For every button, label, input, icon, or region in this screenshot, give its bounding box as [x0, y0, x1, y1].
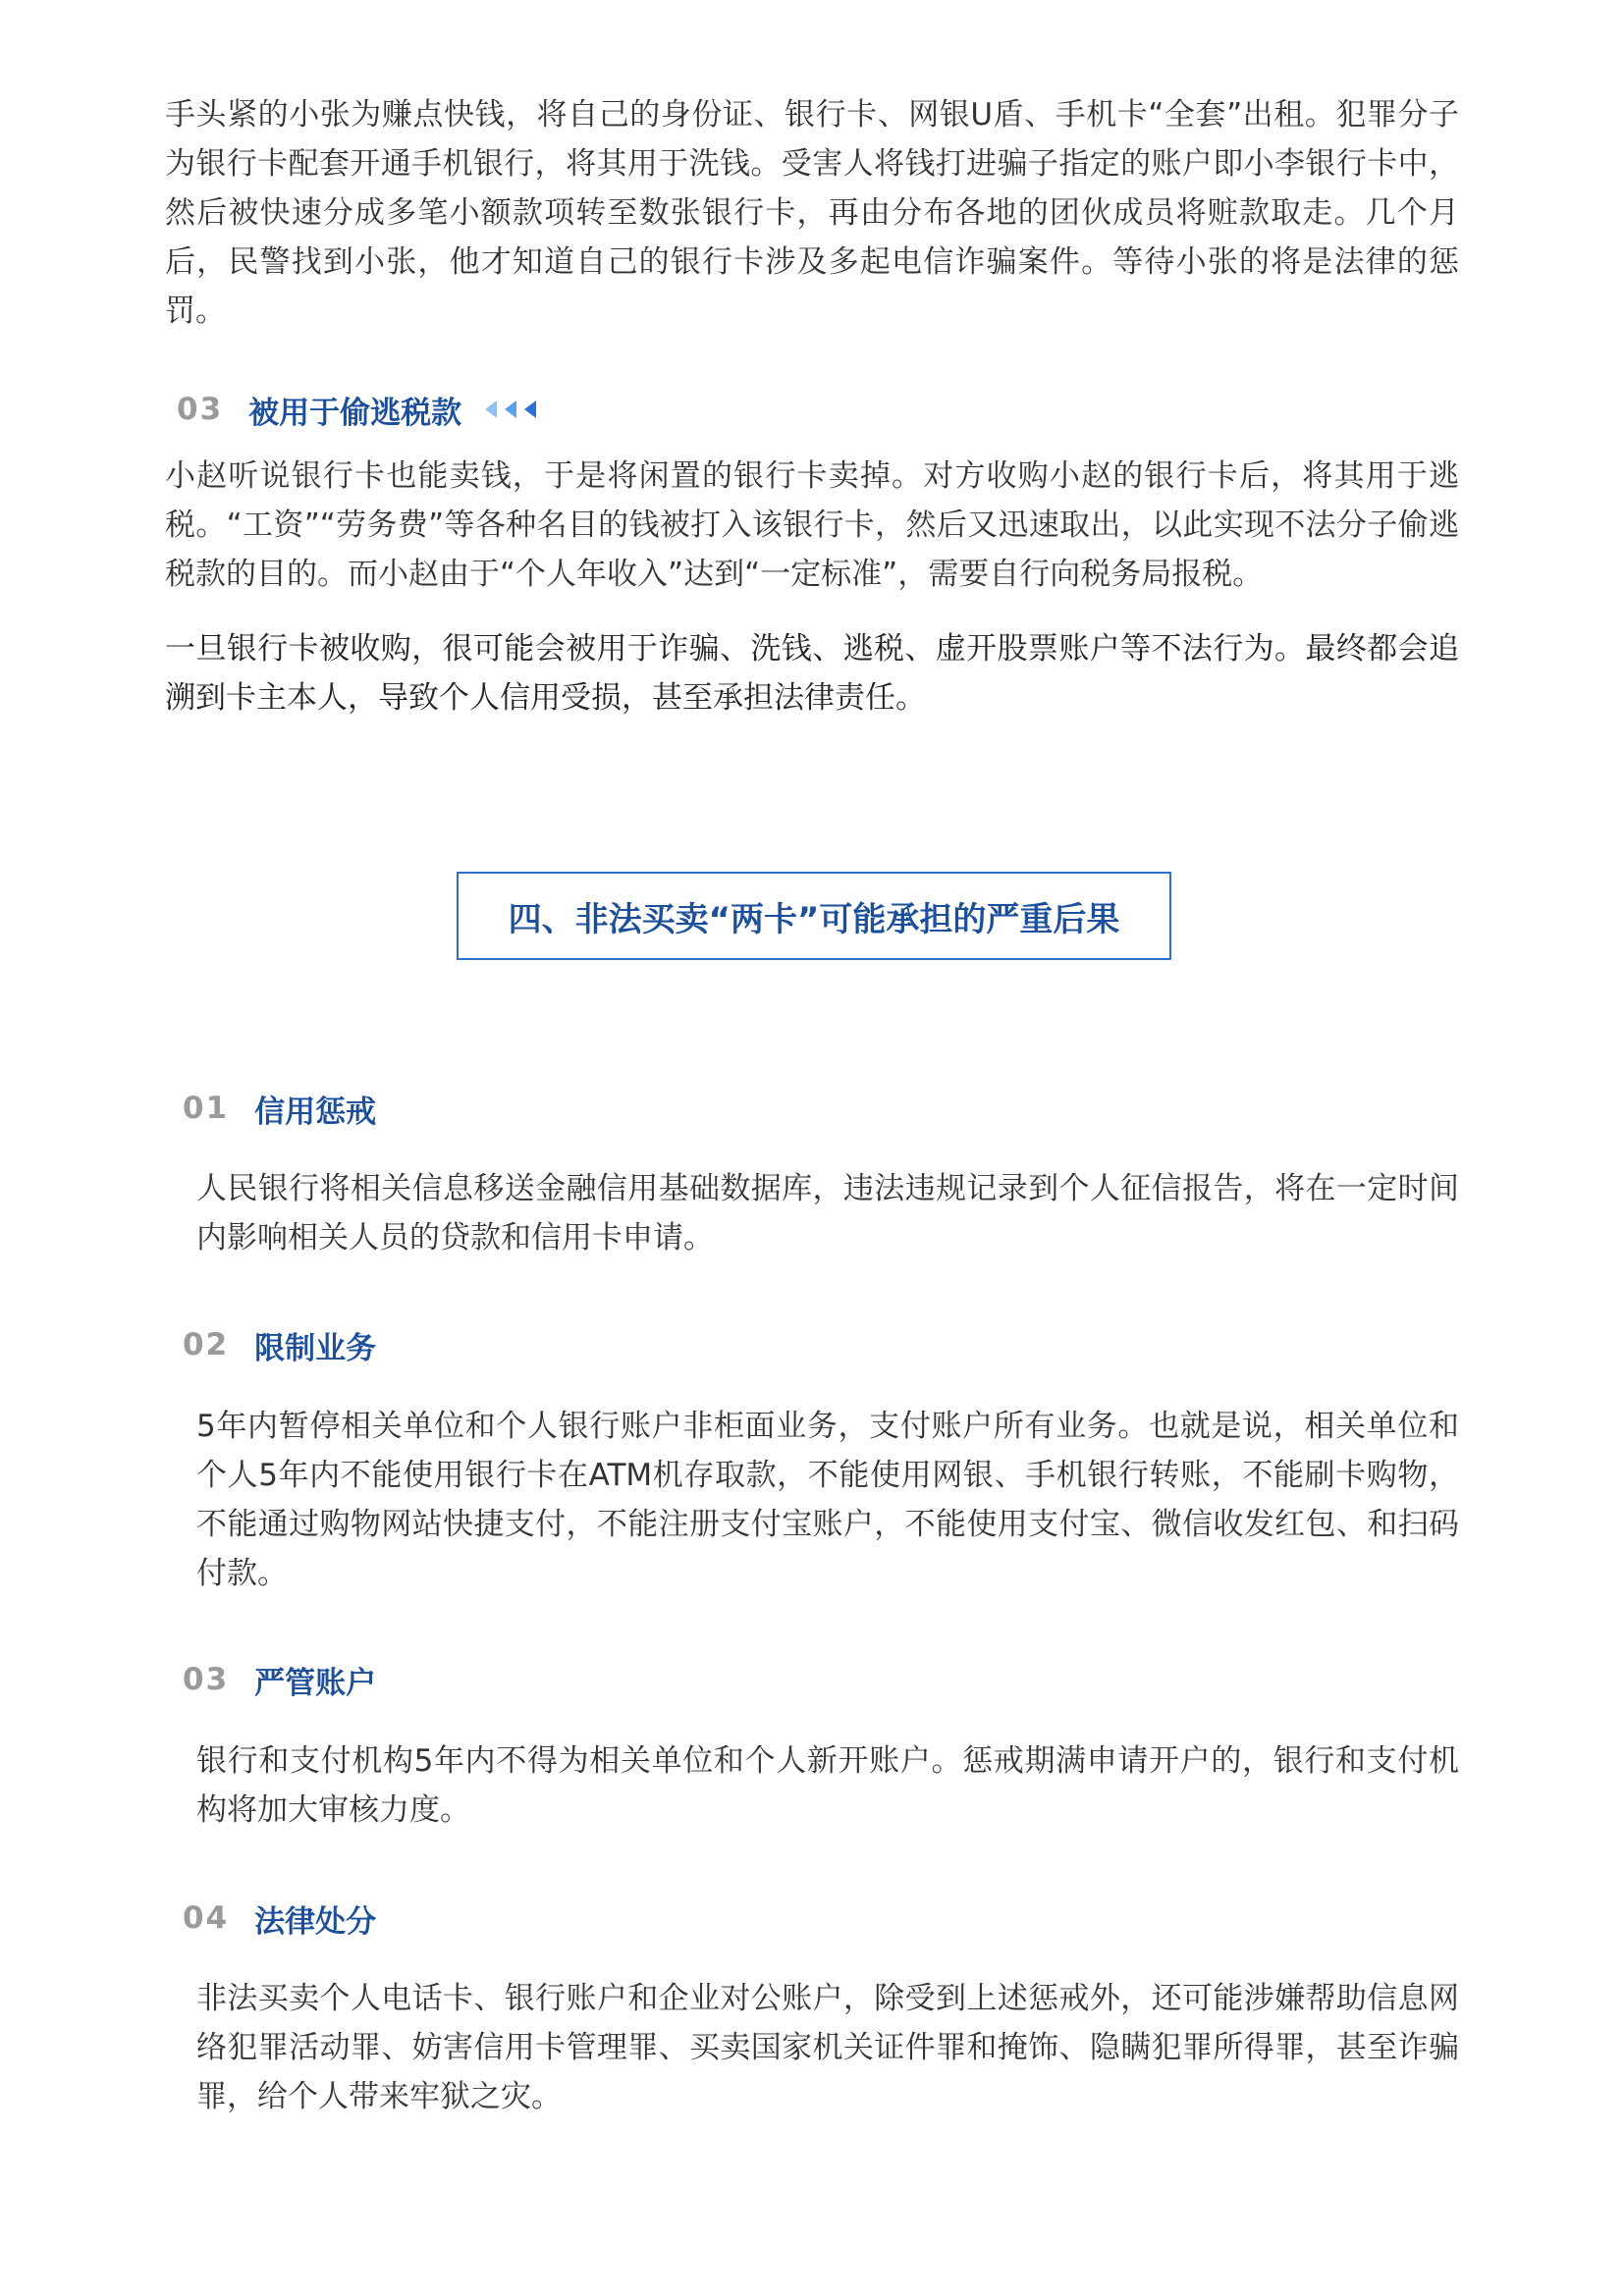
- item-3-number: 03: [183, 1662, 230, 1697]
- item-3-title: 严管账户: [254, 1665, 377, 1701]
- section-4-title-box: [457, 872, 1171, 960]
- item-3-heading: [183, 1655, 376, 1704]
- item-1-number: 01: [183, 1091, 230, 1126]
- item-4-text: 非法买卖个人电话卡、银行账户和企业对公账户，除受到上述惩戒外，还可能涉嫌帮助信息网络犯罪活动罪、妨害信用卡管理罪、买卖国家机关证件罪和掩饰、隐瞒犯罪所得罪，甚至诈骗罪，给个人带来牢狱之灾。: [196, 1981, 1459, 2114]
- case-3-paragraph: 小赵听说银行卡也能卖钱，于是将闲置的银行卡卖掉。对方收购小赵的银行卡后，将其用于逃税。“工资”“劳务费”等各种名目的钱被打入该银行卡，然后又迅速取出，以此实现不法分子偷逃税款的目的。而小赵由于“个人年收入”达到“一定标准”，需要自行向税务局报税。: [165, 458, 1459, 592]
- case-3-title: 被用于偷逃税款: [248, 395, 462, 431]
- item-1-heading: [183, 1084, 376, 1133]
- item-3-text: 银行和支付机构5年内不得为相关单位和个人新开账户。惩戒期满申请开户的，银行和支付机构将加大审核力度。: [196, 1743, 1459, 1828]
- item-1-title: 信用惩戒: [254, 1094, 377, 1130]
- triple-arrow-icon: [483, 399, 538, 420]
- item-2-number: 02: [183, 1327, 230, 1362]
- item-2-text: 5年内暂停相关单位和个人银行账户非柜面业务，支付账户所有业务。也就是说，相关单位和个人5年内不能使用银行卡在ATM机存取款，不能使用网银、手机银行转账，不能刷卡购物，不能通过购物网站快捷支付，不能注册支付宝账户，不能使用支付宝、微信收发红包、和扫码付款。: [196, 1409, 1459, 1591]
- item-4-heading: [183, 1894, 376, 1943]
- case-2-paragraph: 手头紧的小张为赚点快钱，将自己的身份证、银行卡、网银U盾、手机卡“全套”出租。犯罪分子为银行卡配套开通手机银行，将其用于洗钱。受害人将钱打进骗子指定的账户即小李银行卡中，然后被快速分成多笔小额款项转至数张银行卡，再由分布各地的团伙成员将赃款取走。几个月后，民警找到小张，他才知道自己的银行卡涉及多起电信诈骗案件。等待小张的将是法律的惩罚。: [165, 97, 1459, 329]
- item-4-title: 法律处分: [254, 1903, 377, 1940]
- item-2-heading: [183, 1320, 376, 1369]
- summary-paragraph: 一旦银行卡被收购，很可能会被用于诈骗、洗钱、逃税、虚开股票账户等不法行为。最终都会追溯到卡主本人，导致个人信用受损，甚至承担法律责任。: [165, 631, 1459, 716]
- section-4-title: 四、非法买卖“两卡”可能承担的严重后果: [508, 899, 1120, 939]
- case-3-heading: [177, 385, 538, 434]
- case-3-number: 03: [177, 392, 224, 427]
- item-1-text: 人民银行将相关信息移送金融信用基础数据库，违法违规记录到个人征信报告，将在一定时间内影响相关人员的贷款和信用卡申请。: [196, 1171, 1459, 1255]
- item-4-number: 04: [183, 1900, 230, 1936]
- item-2-title: 限制业务: [254, 1330, 377, 1366]
